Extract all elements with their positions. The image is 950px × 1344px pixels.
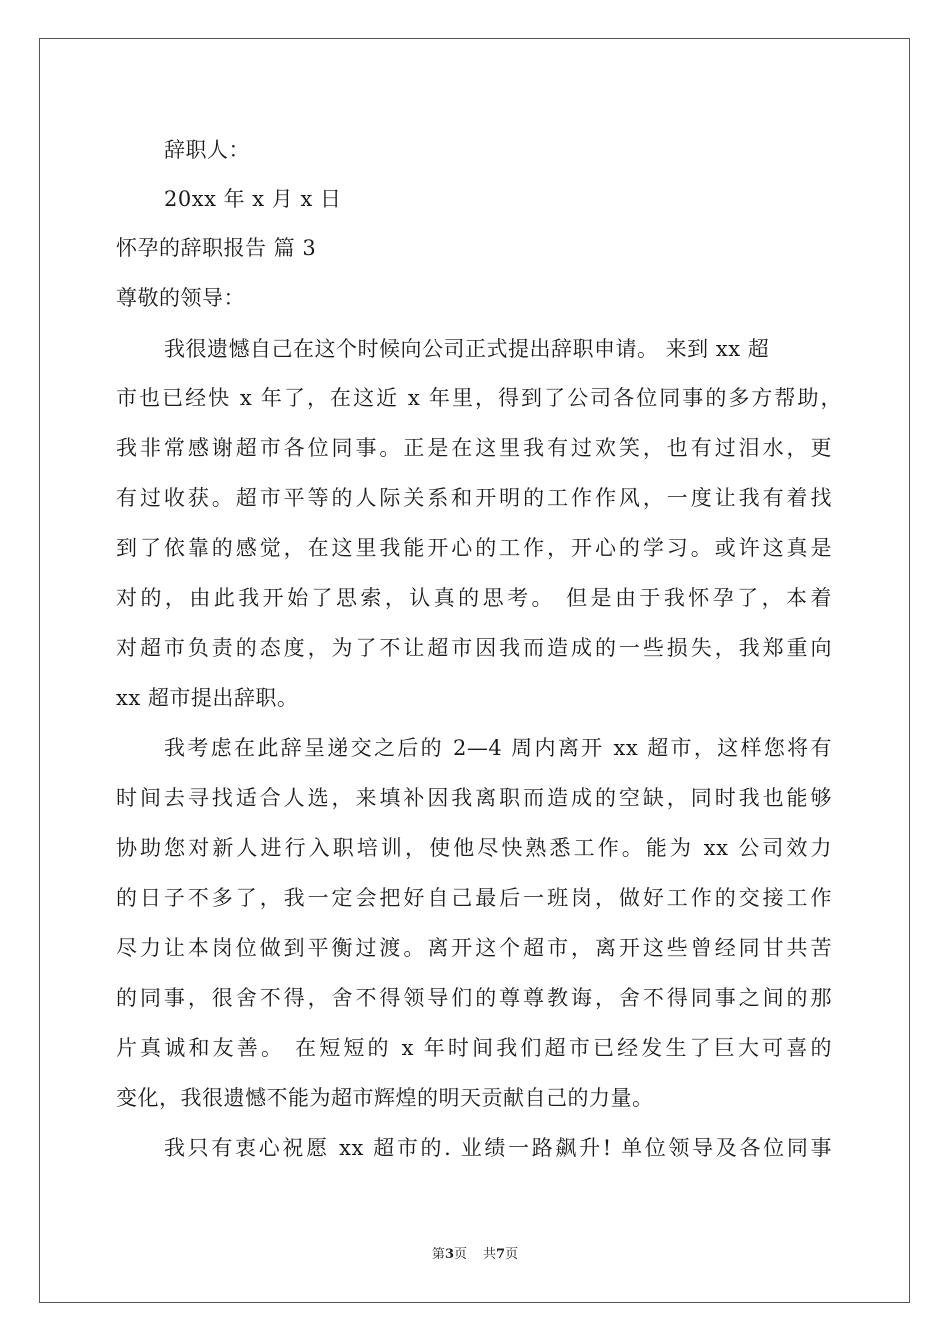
total-prefix: 共	[483, 1247, 497, 1262]
paragraph-line: 我很遗憾自己在这个时候向公司正式提出辞职申请。 来到 xx 超	[164, 337, 770, 361]
page-footer	[0, 1246, 950, 1264]
section-title: 怀孕的辞职报告 篇 3	[116, 236, 317, 260]
page-prefix: 第	[431, 1247, 445, 1262]
paragraph-line: 市也已经快 x 年了，在这近 x 年里，得到了公司各位同事的多方帮助，	[116, 386, 842, 410]
paragraph-line: 我只有衷心祝愿 xx 超市的. 业绩一路飙升! 单位领导及各位同事	[164, 1136, 832, 1160]
signature-label: 辞职人：	[164, 138, 250, 162]
paragraph-line: 我非常感谢超市各位同事。正是在这里我有过欢笑，也有过泪水，更	[116, 436, 832, 460]
paragraph-line: 片真诚和友善。 在短短的 x 年时间我们超市已经发生了巨大可喜的	[116, 1036, 832, 1060]
paragraph-line: 时间去寻找适合人选，来填补因我离职而造成的空缺，同时我也能够	[116, 786, 832, 810]
paragraph-line: 的同事，很舍不得，舍不得领导们的尊尊教诲，舍不得同事之间的那	[116, 986, 832, 1010]
paragraph-line: 到了依靠的感觉，在这里我能开心的工作，开心的学习。或许这真是	[116, 536, 832, 560]
page-suffix: 页	[453, 1247, 467, 1262]
page-border	[39, 38, 910, 1303]
paragraph-line: 尽力让本岗位做到平衡过渡。离开这个超市，离开这些曾经同甘共苦	[116, 936, 832, 960]
paragraph-line: 有过收获。超市平等的人际关系和开明的工作作风，一度让我有着找	[116, 486, 832, 510]
paragraph-line: xx 超市提出辞职。	[116, 686, 299, 710]
paragraph-line: 我考虑在此辞呈递交之后的 2—4 周内离开 xx 超市，这样您将有	[164, 736, 832, 760]
total-suffix: 页	[505, 1247, 519, 1262]
paragraph-line: 变化，我很遗憾不能为超市辉煌的明天贡献自己的力量。	[116, 1086, 654, 1110]
paragraph-line: 对超市负责的态度，为了不让超市因我而造成的一些损失，我郑重向	[116, 636, 832, 660]
paragraph-line: 协助您对新人进行入职培训，使他尽快熟悉工作。能为 xx 公司效力	[116, 836, 832, 860]
paragraph-line: 对的，由此我开始了思索，认真的思考。 但是由于我怀孕了，本着	[116, 586, 832, 610]
page-total: 7	[496, 1247, 506, 1262]
date-line: 20xx 年 x 月 x 日	[164, 187, 342, 211]
page-current: 3	[444, 1247, 454, 1262]
salutation: 尊敬的领导：	[116, 286, 245, 310]
paragraph-line: 的日子不多了，我一定会把好自己最后一班岗，做好工作的交接工作	[116, 886, 832, 910]
